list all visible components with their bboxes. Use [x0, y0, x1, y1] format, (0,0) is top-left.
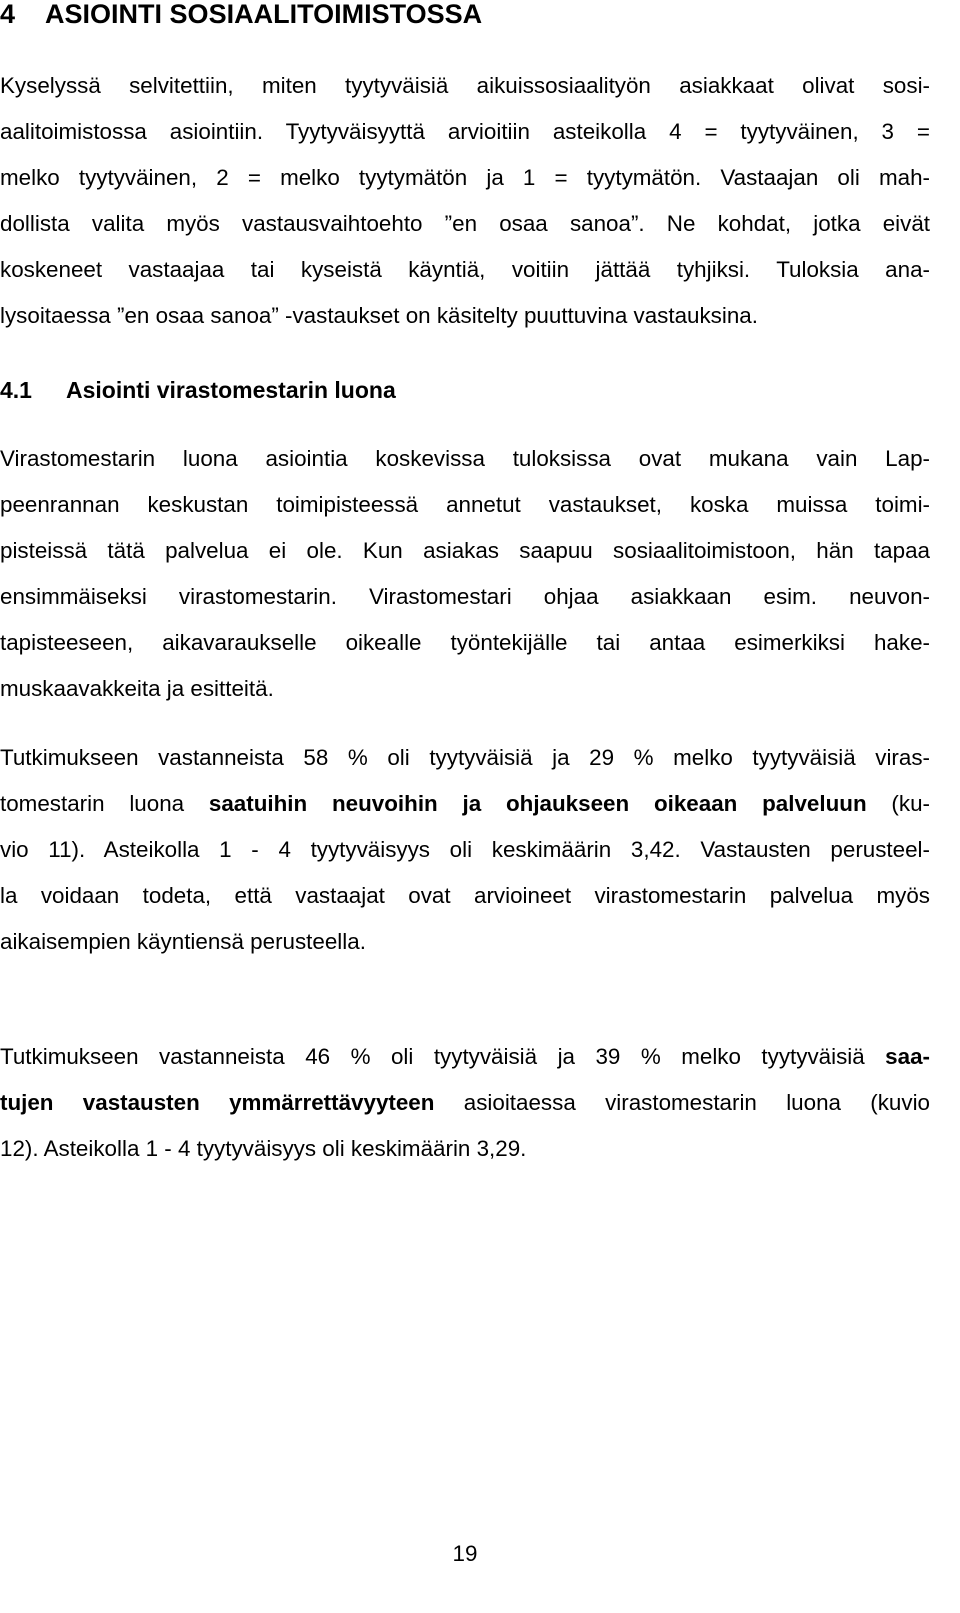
text-line: peenrannan keskustan toimipisteessä annetut vastaukset, koska muissa toimi- — [0, 492, 930, 517]
text-line: ensimmäiseksi virastomestarin. Virastomestari ohjaa asiakkaan esim. neuvon- — [0, 584, 930, 609]
section-title: Asiointi virastomestarin luona — [66, 377, 396, 403]
page-number: 19 — [452, 1541, 478, 1566]
text-line: Kyselyssä selvitettiin, miten tyytyväisiä aikuissosiaalityön asiakkaat olivat sosi- — [0, 73, 930, 98]
section-number: 4.1 — [0, 377, 32, 403]
chapter-title: ASIOINTI SOSIAALITOIMISTOSSA — [45, 0, 483, 29]
text-line: Virastomestarin luona asiointia koskevissa tuloksissa ovat mukana vain Lap- — [0, 446, 930, 471]
text-line — [0, 781, 930, 827]
text-line: tapisteeseen, aikavaraukselle oikealle työntekijälle tai antaa esimerkiksi hake- — [0, 630, 930, 655]
text-segment: (ku- — [866, 791, 930, 816]
text-line: koskeneet vastaajaa tai kyseistä käyntiä, voitiin jättää tyhjiksi. Tuloksia ana- — [0, 257, 930, 282]
text-segment: Tutkimukseen vastanneista 46 % oli tyytyväisiä ja 39 % melko tyytyväisiä — [0, 1044, 886, 1069]
text-line: melko tyytyväinen, 2 = melko tyytymätön ja 1 = tyytymätön. Vastaajan oli mah- — [0, 165, 930, 190]
chapter-number: 4 — [0, 0, 16, 29]
emphasis-text: saatuihin neuvoihin ja ohjaukseen oikeaan palveluun — [208, 791, 867, 816]
text-line: Tutkimukseen vastanneista 58 % oli tyytyväisiä ja 29 % melko tyytyväisiä viras- — [0, 745, 930, 770]
text-line: muskaavakkeita ja esitteitä. — [0, 676, 274, 701]
intro-paragraph — [0, 63, 930, 339]
paragraph-neuvot — [0, 735, 930, 965]
text-line — [0, 1034, 930, 1080]
text-line: aalitoimistossa asiointiin. Tyytyväisyyttä arvioitiin asteikolla 4 = tyytyväinen, 3 = — [0, 119, 930, 144]
section-heading — [0, 372, 396, 408]
paragraph-ymmarrettavyys — [0, 1034, 930, 1172]
text-line: aikaisempien käyntiensä perusteella. — [0, 929, 366, 954]
text-line: dollista valita myös vastausvaihtoehto ”en osaa sanoa”. Ne kohdat, jotka eivät — [0, 211, 930, 236]
paragraph-virastomestari — [0, 436, 930, 712]
emphasis-text: saa- — [885, 1044, 930, 1069]
text-line — [0, 1080, 930, 1126]
text-line: pisteissä tätä palvelua ei ole. Kun asiakas saapuu sosiaalitoimistoon, hän tapaa — [0, 538, 930, 563]
text-line: vio 11). Asteikolla 1 - 4 tyytyväisyys oli keskimäärin 3,42. Vastausten perusteel- — [0, 837, 930, 862]
emphasis-text: tujen vastausten ymmärrettävyyteen — [0, 1090, 435, 1115]
text-line: la voidaan todeta, että vastaajat ovat arvioineet virastomestarin palvelua myös — [0, 883, 930, 908]
text-segment: asioitaessa virastomestarin luona (kuvio — [434, 1090, 931, 1115]
chapter-heading — [0, 0, 482, 32]
text-segment: tomestarin luona — [0, 791, 209, 816]
text-line: 12). Asteikolla 1 - 4 tyytyväisyys oli keskimäärin 3,29. — [0, 1136, 527, 1161]
text-line: lysoitaessa ”en osaa sanoa” -vastaukset on käsitelty puuttuvina vastauksina. — [0, 303, 758, 328]
